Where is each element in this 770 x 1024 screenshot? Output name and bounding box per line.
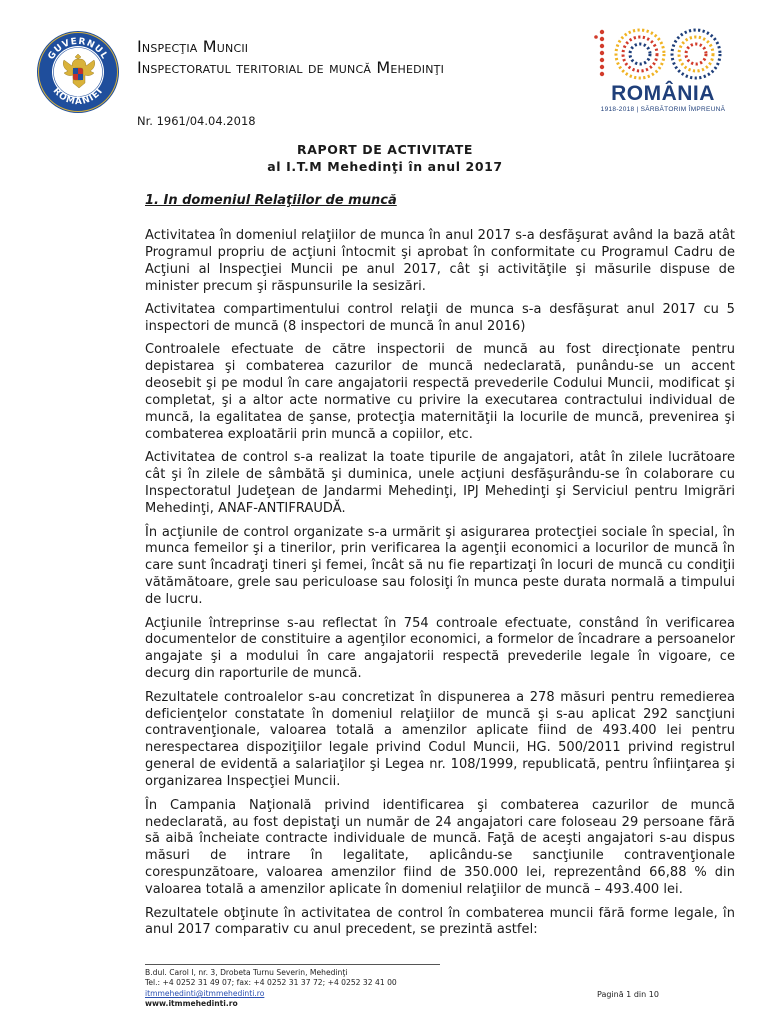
government-seal-icon [36, 30, 120, 114]
paragraph: Activitatea compartimentului control relaţii de munca s-a desfăşurat anul 2017 cu 5 inspectori de muncă (8 inspectori de muncă în anul 2016) [145, 302, 735, 335]
seal-text-bottom: ROMÂNIEI [50, 86, 106, 108]
footer-email-link[interactable]: itmmehedinti@itmmehedinti.ro [145, 988, 265, 998]
paragraph: Rezultatele controalelor s-au concretizat în dispunerea a 278 măsuri pentru remedierea deficienţelor constatate în domeniul relaţiilor de muncă şi s-au aplicat 292 sancţiuni contravenţionale, valoarea totală a amenzilor aplicate fiind de 493.400 lei pentru nerespectarea dispoziţiilor legale privind Codul Muncii, HG. 500/2011 privind registrul general de evidentă a salariaţilor şi Legea nr. 108/1999, republicată, pentru înfiinţarea şi organizarea Inspecţiei Muncii. [145, 689, 735, 790]
footer-divider [145, 964, 440, 965]
report-title: RAPORT DE ACTIVITATE [297, 142, 473, 157]
paragraph: Activitatea de control s-a realizat la toate tipurile de angajatori, atât în zilele lucrătoare cât şi în zilele de sâmbătă şi duminica, unele acţiuni desfăşurându-se în colaborare cu Inspectoratul Judeţean de Jandarmi Mehedinţi, IPJ Mehedinţi şi Serviciul pentru Imigrări Mehedinţi, ANAF-ANTIFRAUDĂ. [145, 450, 735, 517]
org-line-2: Inspectoratul teritorial de muncă Mehedinţi [137, 58, 445, 77]
paragraph: Rezultatele obţinute în activitatea de control în combaterea muncii fără forme legale, în anul 2017 comparativ cu anul precedent, se prezintă astfel: [145, 905, 735, 938]
footer-website-link[interactable]: www.itmmehedinti.ro [145, 999, 238, 1009]
footer-contact [145, 968, 397, 1010]
paragraph: În Campania Naţională privind identificarea şi combaterea cazurilor de muncă nedeclarată, au fost depistaţi un număr de 24 angajatori care foloseau 29 persoane fără să aibă încheiate contracte individuale de muncă. Faţă de aceşti angajatori s-au dispus măsuri de intrare în legalitate, aplicându-se sancţiunile contravenţionale corespunzătoare, valoarea amenzilor fiind de 350.000 lei, reprezentând 66,88 % din valoarea totală a amenzilor aplicate în domeniul relaţiilor de muncă – 493.400 lei. [145, 797, 735, 898]
centenar-logo-subtitle: 1918-2018 | SĂRBĂTORIM ÎMPREUNĂ [600, 106, 726, 113]
footer-phones: Tel.: +4 0252 31 49 07; fax: +4 0252 31 37 72; +4 0252 32 41 00 [145, 978, 397, 988]
report-subtitle: al I.T.M Mehedinţi în anul 2017 [267, 159, 503, 174]
paragraph: În acţiunile de control organizate s-a urmărit şi asigurarea protecţiei sociale în special, în munca femeilor şi a tinerilor, prin verificarea la agenţii economici a locurilor de muncă în care sunt încadraţi tineri şi femei, încât să nu fie repartizaţi în locuri de muncă cu condiţii vătămătoare, grele sau periculoase sau folosiţi în munca peste durata normală a timpului de lucru. [145, 524, 735, 608]
centenar-logo-word: ROMÂNIA [611, 82, 715, 105]
section-heading: 1. In domeniul Relaţiilor de muncă [145, 193, 397, 208]
registration-number: Nr. 1961/04.04.2018 [137, 114, 256, 128]
report-body [145, 228, 735, 946]
footer-address: B.dul. Carol I, nr. 3, Drobeta Turnu Severin, Mehedinţi [145, 968, 348, 977]
organization-name [137, 36, 444, 78]
page-number: Pagină 1 din 10 [597, 990, 659, 999]
org-line-1: Inspecţia Muncii [137, 37, 249, 56]
document-header [0, 0, 770, 113]
paragraph: Acţiunile întreprinse s-au reflectat în 754 controale efectuate, constând în verificarea documentelor de constituire a agenţilor economici, a formelor de încadrare a persoanelor angajate şi a modului în care angajatorii respectă prevederile legale în vigoare, ce decurg din raporturile de muncă. [145, 615, 735, 682]
seal-text-top: GUVERNUL [46, 36, 110, 62]
paragraph: Controalele efectuate de către inspectorii de muncă au fost direcţionate pentru depistarea şi combaterea cazurilor de muncă nedeclarată, punându-se un accent deosebit şi pe modul în care angajatorii respectă prevederile Codului Muncii, modificat şi completat, şi a altor acte normative cu privire la executarea contractului individual de muncă, la egalitatea de şanse, protecţia maternităţii la locurile de muncă, prevenirea şi combaterea exploatării prin muncă a copiilor, etc. [145, 342, 735, 442]
paragraph: Activitatea în domeniul relaţiilor de munca în anul 2017 s-a desfăşurat având la bază atât Programul propriu de acţiuni întocmit şi aprobat în conformitate cu Programul Cadru de Acţiuni al Inspecţiei Muncii pe anul 2017, cât şi activităţile şi măsurile dispuse de minister precum şi răspunsurile la sesizări. [145, 228, 735, 294]
